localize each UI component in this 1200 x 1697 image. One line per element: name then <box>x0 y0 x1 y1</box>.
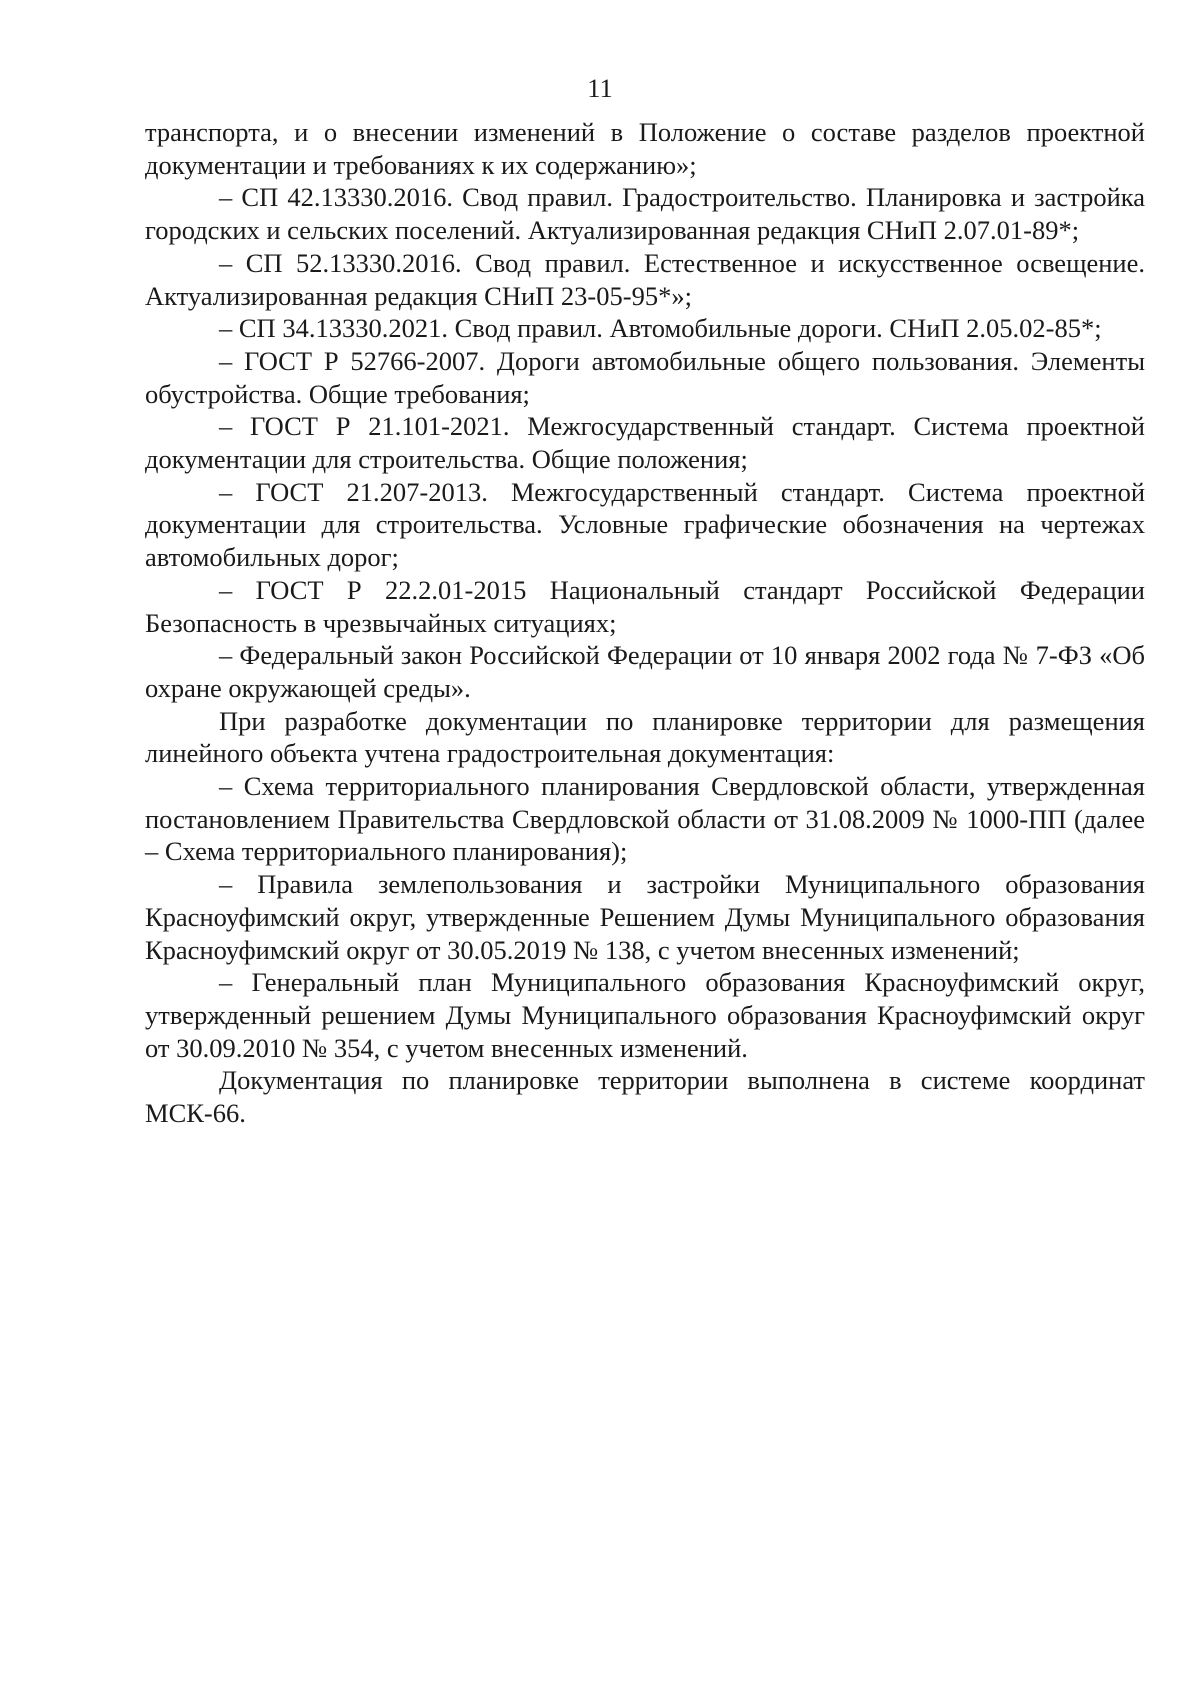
list-item-sp-42: – СП 42.13330.2016. Свод правил. Градостроительство. Планировка и застройка городских и сельских поселений. Актуализированная редакция СНиП 2.07.01-89*; <box>145 182 1145 246</box>
list-item-federal-law: – Федеральный закон Российской Федерации от 10 января 2002 года № 7-ФЗ «Об охране окружающей среды». <box>145 640 1145 703</box>
list-item-sp-52: – СП 52.13330.2016. Свод правил. Естественное и искусственное освещение. Актуализированная редакция СНиП 23-05-95*»; <box>145 247 1145 311</box>
list-item-gost-52766: – ГОСТ Р 52766-2007. Дороги автомобильные общего пользования. Элементы обустройства. Общие требования; <box>145 345 1145 409</box>
document-body <box>145 116 1145 1130</box>
page-number: 11 <box>587 73 613 103</box>
list-item-sp-34: – СП 34.13330.2021. Свод правил. Автомобильные дороги. СНиП 2.05.02-85*; <box>219 313 1102 344</box>
list-item-gost-22-2-01: – ГОСТ Р 22.2.01-2015 Национальный стандарт Российской Федерации Безопасность в чрезвычайных ситуациях; <box>145 574 1145 638</box>
list-item-general-plan: – Генеральный план Муниципального образования Красноуфимский округ, утвержденный решением Думы Муниципального образования Красноуфимский округ от 30.09.2010 № 354, с учетом внесенных изменений. <box>145 967 1145 1063</box>
list-item-territorial-scheme: – Схема территориального планирования Свердловской области, утвержденная постановлением Правительства Свердловской области от 31.08.2009 № 1000-ПП (далее – Схема территориального планирования); <box>145 771 1145 867</box>
list-item-land-use-rules: – Правила землепользования и застройки Муниципального образования Красноуфимский округ, утвержденные Решением Думы Муниципального образования Красноуфимский округ от 30.05.2019 № 138, с учетом внесенных изменений; <box>145 869 1145 965</box>
paragraph-planning-docs: При разработке документации по планировке территории для размещения линейного объекта учтена градостроительная документация: <box>145 705 1145 769</box>
list-item-gost-21-101: – ГОСТ Р 21.101-2021. Межгосударственный стандарт. Система проектной документации для строительства. Общие положения; <box>145 411 1145 475</box>
list-item-gost-21-207: – ГОСТ 21.207-2013. Межгосударственный стандарт. Система проектной документации для строительства. Условные графические обозначения на чертежах автомобильных дорог; <box>145 476 1145 573</box>
paragraph-coordinate-system: Документация по планировке территории выполнена в системе координат МСК-66. <box>145 1065 1145 1129</box>
paragraph-continuation: транспорта, и о внесении изменений в Положение о составе разделов проектной документации и требованиях к их содержанию»; <box>145 117 1145 180</box>
